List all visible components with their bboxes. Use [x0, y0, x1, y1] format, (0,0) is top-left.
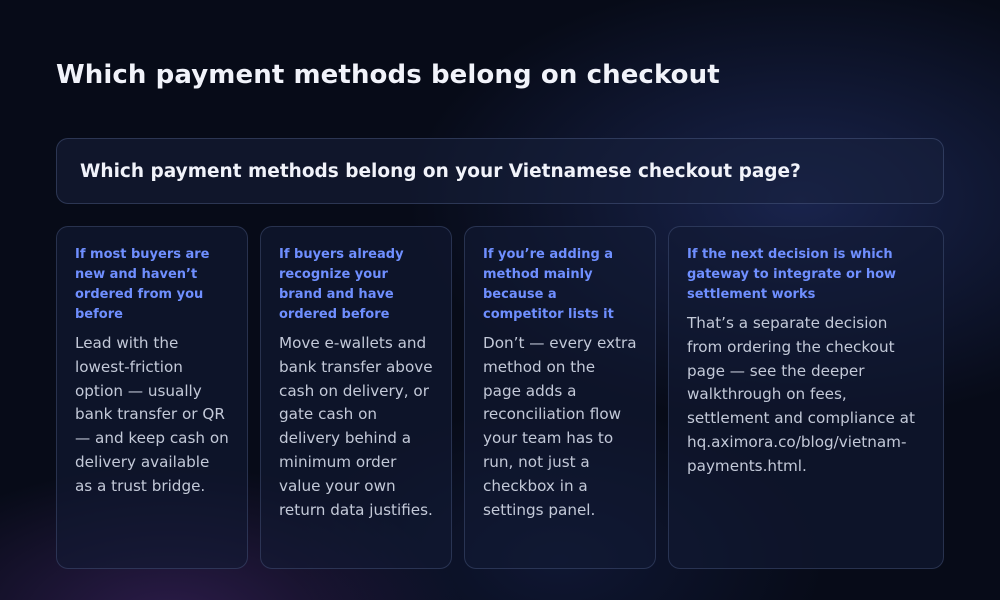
card-heading: If most buyers are new and haven’t ordered from you before — [75, 247, 210, 322]
card-heading: If you’re adding a method mainly because a competitor lists it — [483, 247, 614, 322]
card-heading: If the next decision is which gateway to integrate or how settlement works — [687, 247, 897, 302]
scenario-card-gateway-decision — [668, 226, 944, 569]
card-body: Don’t — every extra method on the page adds a reconciliation flow your team has to run, not just a checkbox in a settings panel. — [483, 334, 637, 519]
scenario-card-returning-buyers — [260, 226, 452, 569]
scenario-card-competitor-method — [464, 226, 656, 569]
card-body: That’s a separate decision from ordering the checkout page — see the deeper walkthrough on fees, settlement and compliance at hq.aximora.co/blog/vietnam-payments.html. — [687, 314, 915, 475]
question-banner — [56, 138, 944, 204]
page-title: Which payment methods belong on checkout — [56, 60, 720, 90]
scenario-card-new-buyers — [56, 226, 248, 569]
card-body: Lead with the lowest-friction option — usually bank transfer or QR — and keep cash on delivery available as a trust bridge. — [75, 334, 229, 495]
card-heading: If buyers already recognize your brand and have ordered before — [279, 247, 404, 322]
card-body: Move e-wallets and bank transfer above cash on delivery, or gate cash on delivery behind a minimum order value your own return data justifies. — [279, 334, 433, 519]
question-text: Which payment methods belong on your Vietnamese checkout page? — [80, 160, 801, 182]
